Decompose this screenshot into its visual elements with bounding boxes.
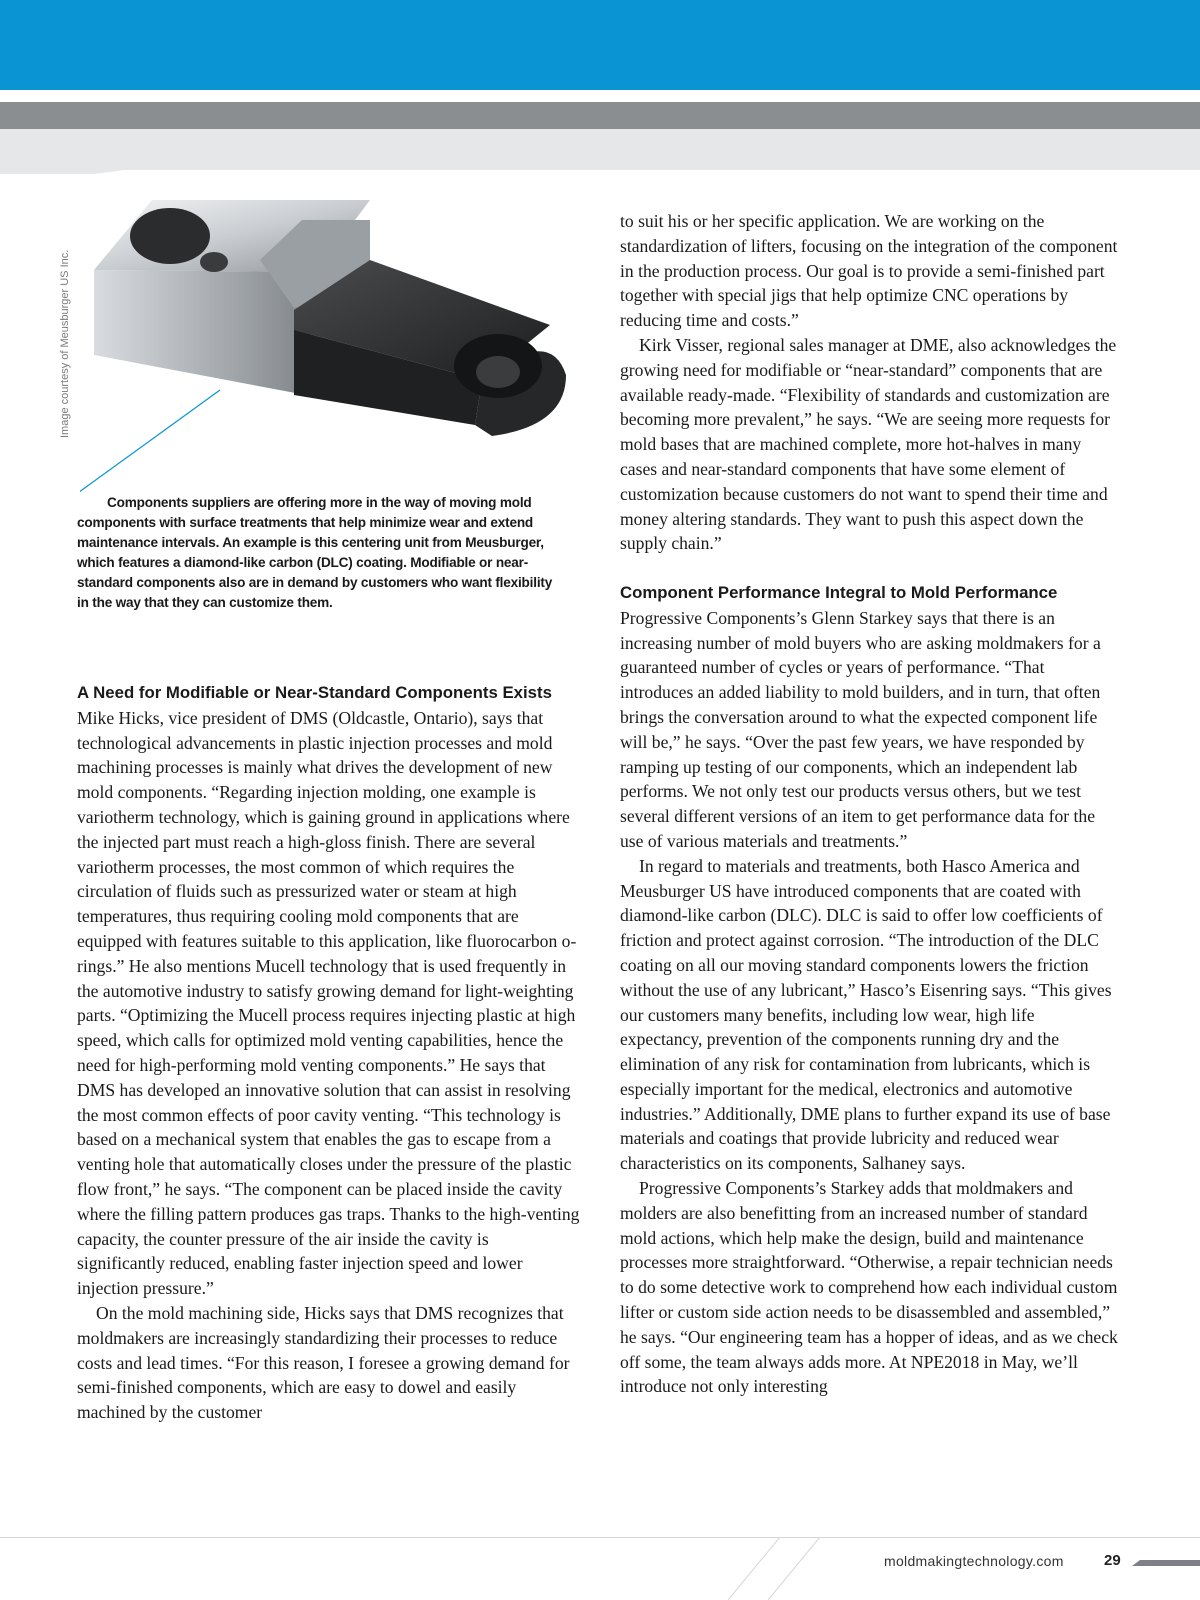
body-paragraph: Kirk Visser, regional sales manager at DME, also acknowledges the growing need for modifiable or “near-standard” components that are available ready-made. “Flexibility of standards and customization are becoming more prevalent,” he says. “We are seeing more requests for mold bases that are machined complete, more hot-halves in many cases and near-standard components that have some element of customization because customers do not want to spend their time and money altering standards. They want to push this aspect down the supply chain.” [620,334,1117,554]
left-column [77,681,580,1425]
right-column [620,209,1120,1399]
body-paragraph: to suit his or her specific application. We are working on the standardization of lifters, focusing on the integration of the component in the production process. Our goal is to provide a semi-finished part together with special jigs that help optimize CNC operations by reducing time and costs.” [620,211,1118,331]
section-heading-performance: Component Performance Integral to Mold Performance [620,582,1058,602]
header-gray-band [0,102,1200,129]
page-number: 29 [1104,1552,1121,1569]
centering-unit-photo [80,190,590,510]
footer-site[interactable]: moldmakingtechnology.com [884,1553,1064,1569]
image-credit: Image courtesy of Meusburger US Inc. [59,249,71,438]
header-wedge [0,129,1200,174]
body-paragraph: Progressive Components’s Glenn Starkey says that there is an increasing number of mold buyers who are asking moldmakers for a guaranteed number of cycles or years of performance. “That introduces an added liability to mold builders, and in turn, that often brings the conversation around to what the expected component life will be,” he says. “Over the past few years, we have responded by ramping up testing of our components, which an independent lab performs. We not only test our products versus others, but we test several different versions of an item to get performance data for the use of various materials and treatments.” [620,607,1101,851]
body-paragraph: Mike Hicks, vice president of DMS (Oldcastle, Ontario), says that technological advancements in plastic injection processes and mold machining processes is mainly what drives the development of new mold components. “Regarding injection molding, one example is variotherm technology, which is gaining ground in applications where the injected part must reach a high-gloss finish. There are several variotherm processes, the most common of which requires the circulation of fluids such as pressurized water or steam at high temperatures, thus requiring cooling mold components that are equipped with features suitable to this application, like fluorocarbon o-rings.” He also mentions Mucell technology that is used frequently in the automotive industry to satisfy growing demand for light-weighting parts. “Optimizing the Mucell process requires injecting plastic at high speed, which calls for optimized mold venting capabilities, hence the need for high-performing mold venting components.” He says that DMS has developed an innovative solution that can assist in resolving the most common effects of poor cavity venting. “This technology is based on a mechanical system that enables the gas to escape from a venting hole that automatically closes under the pressure of the plastic flow front,” he says. “The component can be placed inside the cavity where the filling pattern produces gas traps. Thanks to the high-venting capacity, the counter pressure of the air inside the cavity is significantly reduced, enabling faster injection speed and lower injection pressure.” [77,707,580,1299]
section-heading-modifiable: A Need for Modifiable or Near-Standard Components Exists [77,683,552,702]
header-gap [0,90,1200,102]
figure-caption: Components suppliers are offering more in the way of moving mold components with surface treatments that help minimize wear and extend maintenance intervals. An example is this centering unit from Meusburger, which features a diamond-like carbon (DLC) coating. Modifiable or near-standard components also are in demand by customers who want flexibility in the way that they can customize them. [77,495,553,610]
body-paragraph: Progressive Components’s Starkey adds that moldmakers and molders are also benefitting from an increased number of standard mold actions, which help make the design, build and maintenance processes more straightforward. “Otherwise, a repair technician needs to do some detective work to comprehend how each individual custom lifter or custom side action needs to be disassembled and assembled,” he says. “Our engineering team has a hopper of ideas, and as we check off some, the team always adds more. At NPE2018 in May, we’ll introduce not only interesting [620,1178,1118,1397]
body-paragraph: In regard to materials and treatments, both Hasco America and Meusburger US have introduced components that are coated with diamond-like carbon (DLC). DLC is said to offer low coefficients of friction and protect against corrosion. “The introduction of the DLC coating on all our moving standard components lowers the friction without the use of any lubricant,” Hasco’s Eisenring says. “This gives our customers many benefits, including low wear, high life expectancy, prevention of the components running dry and the elimination of any risk for contamination from lubricants, which is especially important for the medical, electronics and automotive industries.” Additionally, DME plans to further expand its use of base materials and coatings that provide lubricity and reduced wear characteristics on its components, Salhaney says. [620,855,1112,1174]
body-paragraph: On the mold machining side, Hicks says that DMS recognizes that moldmakers are increasingly standardizing their processes to reduce costs and lead times. “For this reason, I foresee a growing demand for semi-finished components, which are easy to dowel and easily machined by the customer [77,1302,570,1423]
header-blue-band [0,0,1200,90]
